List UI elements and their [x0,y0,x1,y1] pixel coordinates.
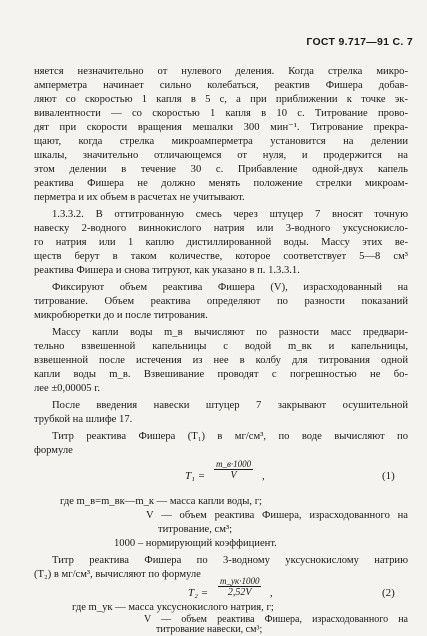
text-line: V — объем реактива Фишера, израсходованного на [146,510,408,521]
page-header: ГОСТ 9.717—91 С. 7 [306,36,413,48]
formula-lhs: T₂ = [188,587,209,599]
formula-denominator: V [230,470,237,481]
text-line: этом делении в течение 30 с. Прибавление одной-двух капель [34,164,408,175]
text-line: Титр реактива Фишера (T₁) в мг/см³, по воде вычисляют по [52,431,408,442]
text-line: навеску 2-водного виннокислого натрия или 3-водного уксуснокисло- [34,223,408,234]
text-line: После введения навески штуцер 7 закрывают осушительной [52,400,408,411]
text-line: титрование навески, см³; [156,624,263,635]
text-line: где m_в=m_вк—m_к — масса капли воды, г; [60,496,262,507]
formula-numerator: m_в·1000 [216,459,252,469]
text-line: титрование. Объем реактива определяют по разности показаний [34,296,408,307]
formula-tail: , [262,470,265,482]
text-line: трубкой на шлифе 17. [34,414,133,425]
text-line: Фиксируют объем реактива Фишера (V), израсходованный на [52,282,408,293]
text-line: Титр реактива Фишера по 3-водному уксуснокислому натрию [52,555,408,566]
text-line: V — объем реактива Фишера, израсходованного на [144,614,408,625]
text-line: где m_ук — масса уксуснокислого натрия, г; [72,602,274,613]
formula-fraction [218,576,261,599]
text-line: тельно взвешенной капельницы с водой m_вк и капельницы, [34,341,408,352]
text-line: го натрия или 1 каплю дистиллированной воды. Массу этих ве- [34,237,408,248]
text-line: лее ±0,00005 г. [34,383,101,394]
text-line: капли воды m_в. Взвешивание проводят с погрешностью не бо- [34,369,408,380]
formula-denominator: 2,52V [227,587,252,598]
formula-tail: , [270,587,273,599]
text-line: шкалы, значительно отличающемся от нуля, и продержится на [34,150,408,161]
formula-numerator: m_ук·1000 [220,576,260,586]
formula-fraction [214,459,253,482]
text-line: взвешенной после истечения из нее в колбу для титрования одной [34,355,408,366]
text-line: перметра и их объем в расчетах не учитывают. [34,192,245,203]
text-line: реактива Фишера и снова титруют, как указано в п. 1.3.3.1. [34,265,300,276]
text-line: няется незначительно от нулевого деления. Когда стрелка микро- [34,66,408,77]
text-line: Массу капли воды m_в вычисляют по разности масс предвари- [52,327,408,338]
text-line: титрование, см³; [158,524,233,535]
text-line: амперметра начинает сильно колебаться, реактив Фишера добав- [34,80,408,91]
text-line: ляют со скоростью 1 капля в 5 с, а при приближении к точке эк- [34,94,408,105]
text-line: дят при скорости вращения мешалки 300 мин⁻¹. Титрование прекра- [34,122,408,133]
equation-number: (2) [382,587,395,599]
text-line: щают, когда стрелка микроамперметра установится на делении [34,136,408,147]
text-line: формуле [34,445,73,456]
text-line: 1.3.3.2. В оттитрованную смесь через штуцер 7 вносят точную [52,209,408,220]
text-line: 1000 – нормирующий коэффициент. [114,538,277,549]
text-line: (T₂) в мг/см³, вычисляют по формуле [34,569,201,580]
text-line: реактива Фишера не должно менять положение стрелки микроам- [34,178,408,189]
text-line: вивалентности — со скоростью 1 капля в 10 с. Титрование прово- [34,108,408,119]
equation-number: (1) [382,470,395,482]
formula-lhs: T₁ = [185,470,206,482]
text-line: ществ берут в таком количестве, которое соответствует 5—8 см³ [34,251,408,262]
text-line: микробюретки до и после титрования. [34,310,208,321]
